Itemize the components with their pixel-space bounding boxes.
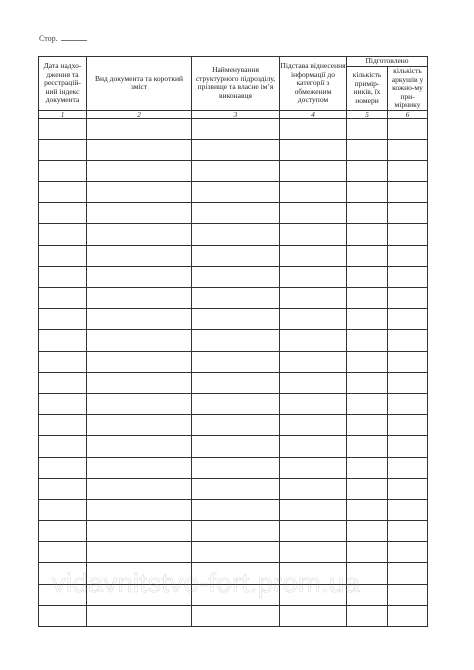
table-cell bbox=[87, 139, 192, 160]
table-cell bbox=[192, 351, 280, 372]
table-cell bbox=[39, 542, 87, 563]
table-cell bbox=[87, 203, 192, 224]
table-cell bbox=[87, 415, 192, 436]
table-cell bbox=[87, 372, 192, 393]
table-cell bbox=[347, 478, 388, 499]
table-cell bbox=[39, 436, 87, 457]
table-row bbox=[39, 288, 428, 309]
table-row bbox=[39, 160, 428, 181]
table-cell bbox=[192, 372, 280, 393]
table-cell bbox=[280, 330, 347, 351]
table-cell bbox=[280, 584, 347, 605]
table-cell bbox=[39, 584, 87, 605]
column-number: 2 bbox=[87, 110, 192, 118]
table-row bbox=[39, 224, 428, 245]
table-cell bbox=[192, 415, 280, 436]
table-cell bbox=[192, 521, 280, 542]
table-cell bbox=[388, 245, 428, 266]
table-cell bbox=[347, 182, 388, 203]
table-row bbox=[39, 499, 428, 520]
page-number-label bbox=[39, 32, 87, 43]
table-cell bbox=[39, 563, 87, 584]
table-cell bbox=[87, 521, 192, 542]
table-cell bbox=[347, 118, 388, 139]
table-row bbox=[39, 393, 428, 414]
table-cell bbox=[347, 309, 388, 330]
page-label-text: Стор. bbox=[39, 34, 58, 43]
table-cell bbox=[388, 309, 428, 330]
table-cell bbox=[39, 372, 87, 393]
table-cell bbox=[388, 372, 428, 393]
table-cell bbox=[192, 245, 280, 266]
column-number: 1 bbox=[39, 110, 87, 118]
table-cell bbox=[39, 521, 87, 542]
table-cell bbox=[87, 605, 192, 626]
table-cell bbox=[388, 478, 428, 499]
table-row bbox=[39, 351, 428, 372]
table-cell bbox=[87, 182, 192, 203]
table-cell bbox=[39, 351, 87, 372]
table-row bbox=[39, 309, 428, 330]
table-cell bbox=[280, 436, 347, 457]
column-number: 6 bbox=[388, 110, 428, 118]
table-cell bbox=[87, 478, 192, 499]
table-row bbox=[39, 372, 428, 393]
table-cell bbox=[347, 584, 388, 605]
table-cell bbox=[388, 182, 428, 203]
table-cell bbox=[39, 266, 87, 287]
table-cell bbox=[192, 182, 280, 203]
table-row bbox=[39, 139, 428, 160]
table-cell bbox=[280, 118, 347, 139]
table-cell bbox=[192, 499, 280, 520]
table-row bbox=[39, 118, 428, 139]
table-cell bbox=[280, 521, 347, 542]
table-cell bbox=[347, 542, 388, 563]
table-cell bbox=[39, 245, 87, 266]
page-number-blank bbox=[61, 32, 87, 41]
table-cell bbox=[388, 415, 428, 436]
table-cell bbox=[388, 118, 428, 139]
table-cell bbox=[192, 436, 280, 457]
table-cell bbox=[347, 436, 388, 457]
table-cell bbox=[388, 160, 428, 181]
table-cell bbox=[280, 351, 347, 372]
table-cell bbox=[388, 266, 428, 287]
table-cell bbox=[388, 521, 428, 542]
table-cell bbox=[192, 309, 280, 330]
table-cell bbox=[39, 478, 87, 499]
table-cell bbox=[347, 499, 388, 520]
header-restriction-basis: Підстава віднесення інформації до категорії з обмеженим доступом bbox=[280, 57, 347, 111]
table-cell bbox=[39, 118, 87, 139]
table-cell bbox=[280, 563, 347, 584]
table-cell bbox=[388, 605, 428, 626]
table-cell bbox=[192, 605, 280, 626]
table-cell bbox=[280, 478, 347, 499]
table-cell bbox=[388, 288, 428, 309]
table-cell bbox=[347, 521, 388, 542]
table-cell bbox=[87, 542, 192, 563]
table-cell bbox=[388, 330, 428, 351]
table-cell bbox=[280, 139, 347, 160]
table-cell bbox=[192, 160, 280, 181]
table-cell bbox=[280, 160, 347, 181]
table-cell bbox=[192, 478, 280, 499]
table-row bbox=[39, 436, 428, 457]
table-row bbox=[39, 245, 428, 266]
column-number: 4 bbox=[280, 110, 347, 118]
table-cell bbox=[347, 415, 388, 436]
header-copies-count: кількість примір-ників, їх номери bbox=[347, 67, 388, 111]
table-cell bbox=[388, 584, 428, 605]
table-cell bbox=[87, 266, 192, 287]
table-cell bbox=[39, 499, 87, 520]
table-cell bbox=[388, 542, 428, 563]
table-cell bbox=[192, 542, 280, 563]
column-number: 3 bbox=[192, 110, 280, 118]
table-cell bbox=[280, 224, 347, 245]
table-cell bbox=[280, 288, 347, 309]
table-cell bbox=[87, 563, 192, 584]
table-cell bbox=[347, 160, 388, 181]
table-cell bbox=[192, 584, 280, 605]
table-cell bbox=[39, 160, 87, 181]
table-cell bbox=[87, 224, 192, 245]
table-cell bbox=[388, 457, 428, 478]
table-row bbox=[39, 563, 428, 584]
table-cell bbox=[192, 288, 280, 309]
table-cell bbox=[388, 203, 428, 224]
table-cell bbox=[87, 393, 192, 414]
table-cell bbox=[280, 266, 347, 287]
table-cell bbox=[388, 351, 428, 372]
table-cell bbox=[192, 139, 280, 160]
table-cell bbox=[347, 330, 388, 351]
table-cell bbox=[280, 245, 347, 266]
table-cell bbox=[87, 288, 192, 309]
table-row bbox=[39, 203, 428, 224]
table-cell bbox=[347, 245, 388, 266]
table-cell bbox=[39, 288, 87, 309]
table-cell bbox=[347, 266, 388, 287]
table-cell bbox=[347, 139, 388, 160]
table-cell bbox=[87, 330, 192, 351]
table-cell bbox=[347, 563, 388, 584]
table-cell bbox=[388, 499, 428, 520]
table-cell bbox=[280, 182, 347, 203]
table-cell bbox=[192, 266, 280, 287]
table-cell bbox=[39, 139, 87, 160]
table-row bbox=[39, 521, 428, 542]
table-cell bbox=[280, 499, 347, 520]
table-cell bbox=[39, 415, 87, 436]
table-cell bbox=[192, 224, 280, 245]
table-cell bbox=[280, 457, 347, 478]
table-cell bbox=[87, 245, 192, 266]
table-cell bbox=[192, 330, 280, 351]
header-document-type: Вид документа та короткий зміст bbox=[87, 57, 192, 111]
table-row bbox=[39, 584, 428, 605]
table-cell bbox=[87, 499, 192, 520]
header-prepared-group: Підготовлено bbox=[347, 57, 428, 67]
table-cell bbox=[388, 393, 428, 414]
table-cell bbox=[280, 415, 347, 436]
table-cell bbox=[388, 224, 428, 245]
table-cell bbox=[39, 203, 87, 224]
table-cell bbox=[388, 139, 428, 160]
table-cell bbox=[388, 436, 428, 457]
table-cell bbox=[87, 351, 192, 372]
table-cell bbox=[87, 160, 192, 181]
table-cell bbox=[347, 288, 388, 309]
table-row bbox=[39, 542, 428, 563]
table-cell bbox=[280, 542, 347, 563]
table-cell bbox=[192, 563, 280, 584]
table-cell bbox=[87, 584, 192, 605]
table-row bbox=[39, 266, 428, 287]
table-cell bbox=[347, 224, 388, 245]
table-cell bbox=[347, 351, 388, 372]
table-row bbox=[39, 478, 428, 499]
document-register-table bbox=[38, 56, 428, 627]
table-cell bbox=[347, 393, 388, 414]
table-cell bbox=[39, 224, 87, 245]
table-cell bbox=[87, 118, 192, 139]
table-cell bbox=[192, 118, 280, 139]
table-cell bbox=[87, 309, 192, 330]
watermark: vidavnitstvo-fort.prom.ua bbox=[52, 568, 361, 598]
header-department-executor: Найменування структурного підрозділу, прізвище та власне ім’я виконавця bbox=[192, 57, 280, 111]
table-cell bbox=[280, 309, 347, 330]
table-cell bbox=[388, 563, 428, 584]
table-cell bbox=[192, 393, 280, 414]
table-cell bbox=[39, 182, 87, 203]
table-row bbox=[39, 457, 428, 478]
table-cell bbox=[280, 203, 347, 224]
column-number-row bbox=[39, 110, 428, 118]
table-cell bbox=[39, 330, 87, 351]
header-sheets-count: кількість аркушів у кожно-му при-мірнику bbox=[388, 67, 428, 111]
table-cell bbox=[192, 457, 280, 478]
table-row bbox=[39, 415, 428, 436]
table-cell bbox=[87, 436, 192, 457]
table-cell bbox=[280, 372, 347, 393]
table-cell bbox=[280, 393, 347, 414]
table-cell bbox=[192, 203, 280, 224]
table-cell bbox=[39, 457, 87, 478]
column-number: 5 bbox=[347, 110, 388, 118]
table-cell bbox=[347, 605, 388, 626]
table-cell bbox=[347, 203, 388, 224]
table-cell bbox=[280, 605, 347, 626]
table-cell bbox=[39, 605, 87, 626]
table-row bbox=[39, 605, 428, 626]
table-cell bbox=[39, 393, 87, 414]
table-row bbox=[39, 182, 428, 203]
table-cell bbox=[39, 309, 87, 330]
table-cell bbox=[347, 372, 388, 393]
register-body bbox=[39, 118, 428, 627]
table-cell bbox=[347, 457, 388, 478]
table-row bbox=[39, 330, 428, 351]
header-date-index: Дата надхо-дження та реєстрацій-ний індекс документа bbox=[39, 57, 87, 111]
table-cell bbox=[87, 457, 192, 478]
